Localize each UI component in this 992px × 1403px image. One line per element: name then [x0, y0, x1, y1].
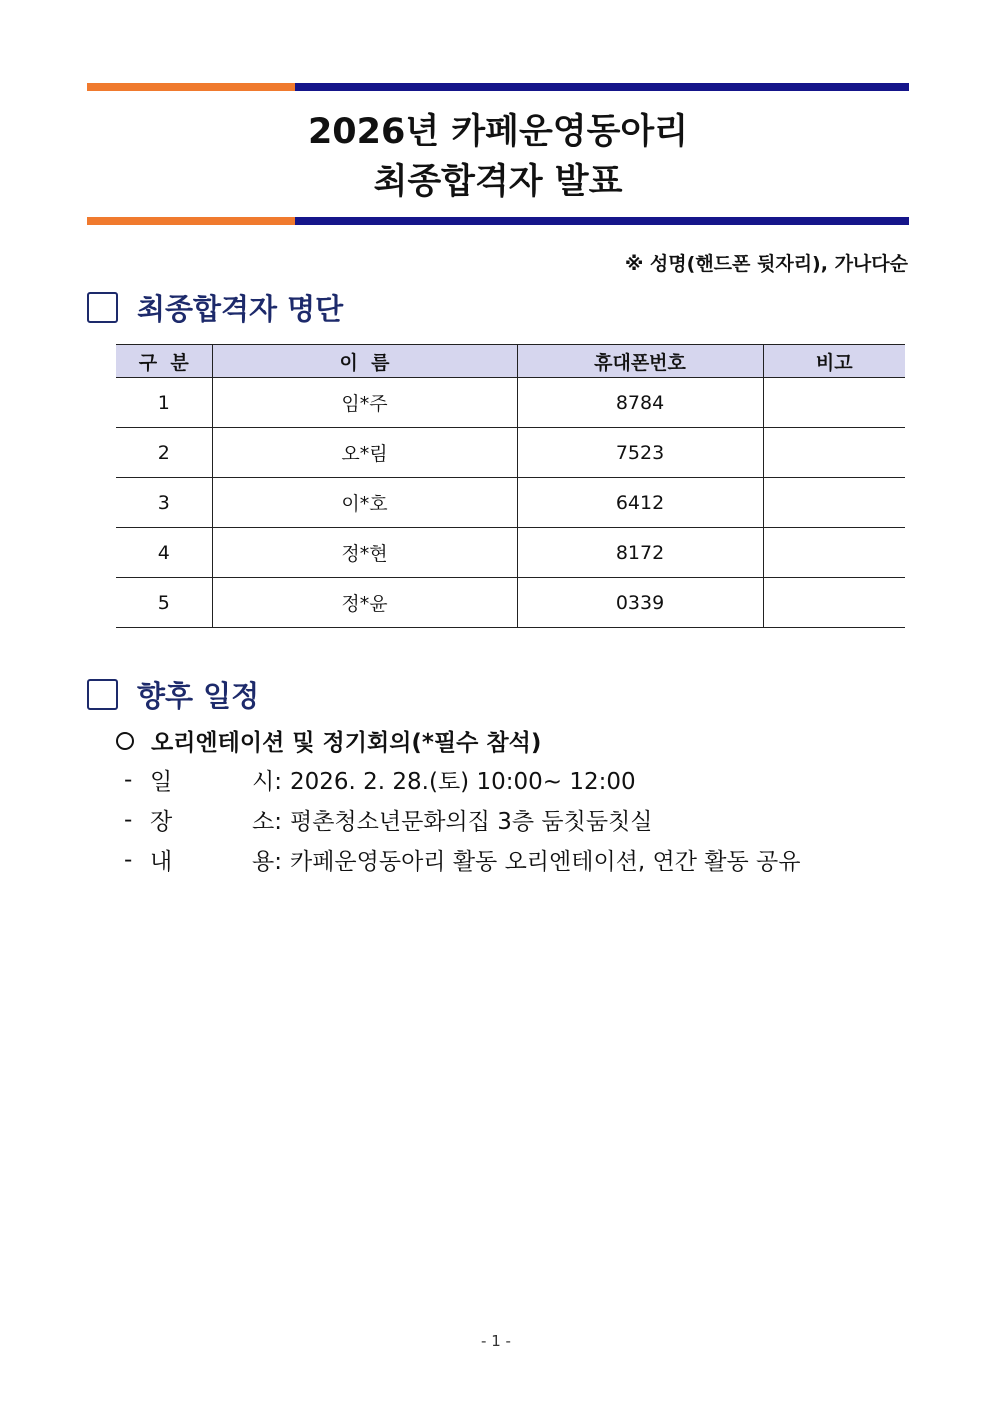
cell-no: 5 — [116, 578, 212, 628]
circle-bullet-icon — [116, 732, 134, 750]
cell-name: 오*림 — [212, 428, 517, 478]
divider-navy-segment — [295, 217, 909, 225]
page-title-line1: 2026년 카페운영동아리 — [307, 112, 689, 152]
detail-label-char: 장 — [150, 809, 173, 835]
detail-label — [150, 763, 282, 796]
cell-phone: 8784 — [517, 378, 763, 428]
column-header-name: 이 름 — [212, 345, 517, 378]
table-row — [116, 378, 905, 428]
cell-no: 1 — [116, 378, 212, 428]
section-roster-heading — [87, 287, 343, 328]
table-row — [116, 578, 905, 628]
checkbox-square-icon — [87, 679, 118, 710]
cell-remark — [763, 428, 905, 478]
schedule-item — [116, 724, 541, 757]
detail-row-content — [124, 843, 800, 876]
section-schedule-heading — [87, 674, 259, 715]
cell-no: 2 — [116, 428, 212, 478]
detail-label-char: 소: — [252, 809, 282, 835]
section-title: 향후 일정 — [137, 679, 260, 713]
detail-value: 카페운영동아리 활동 오리엔테이션, 연간 활동 공유 — [290, 849, 801, 875]
cell-phone: 6412 — [517, 478, 763, 528]
cell-phone: 7523 — [517, 428, 763, 478]
cell-name: 임*주 — [212, 378, 517, 428]
bottom-divider — [87, 217, 909, 225]
checkbox-square-icon — [87, 292, 118, 323]
detail-label-char: 일 — [150, 769, 173, 795]
table-header-row — [116, 345, 905, 378]
cell-remark — [763, 478, 905, 528]
schedule-item-title: 오리엔테이션 및 정기회의(*필수 참석) — [151, 730, 542, 756]
page-title-line2: 최종합격자 발표 — [373, 162, 623, 202]
roster-table — [116, 344, 905, 628]
cell-name: 정*현 — [212, 528, 517, 578]
dash-marker: - — [124, 806, 133, 833]
detail-label — [150, 843, 282, 876]
page-number: - 1 - — [481, 1332, 511, 1350]
column-header-phone: 휴대폰번호 — [517, 345, 763, 378]
cell-no: 3 — [116, 478, 212, 528]
cell-name: 이*호 — [212, 478, 517, 528]
column-header-no: 구 분 — [116, 345, 212, 378]
detail-label-char: 내 — [150, 849, 173, 875]
table-row — [116, 478, 905, 528]
detail-row-location — [124, 803, 653, 836]
detail-value: 평촌청소년문화의집 3층 둠칫둠칫실 — [290, 809, 653, 835]
divider-orange-segment — [87, 83, 295, 91]
detail-label-char: 시: — [252, 769, 282, 795]
detail-row-datetime — [124, 763, 636, 796]
cell-phone: 8172 — [517, 528, 763, 578]
section-title: 최종합격자 명단 — [137, 292, 344, 326]
dash-marker: - — [124, 766, 133, 793]
divider-navy-segment — [295, 83, 909, 91]
detail-label — [150, 803, 282, 836]
cell-no: 4 — [116, 528, 212, 578]
column-header-remark: 비고 — [763, 345, 905, 378]
table-row — [116, 528, 905, 578]
cell-remark — [763, 378, 905, 428]
table-row — [116, 428, 905, 478]
cell-phone: 0339 — [517, 578, 763, 628]
cell-remark — [763, 578, 905, 628]
sort-note: ※ 성명(핸드폰 뒷자리), 가나다순 — [624, 253, 908, 275]
cell-name: 정*윤 — [212, 578, 517, 628]
divider-orange-segment — [87, 217, 295, 225]
cell-remark — [763, 528, 905, 578]
top-divider — [87, 83, 909, 91]
dash-marker: - — [124, 846, 133, 873]
detail-label-char: 용: — [252, 849, 282, 875]
detail-value: 2026. 2. 28.(토) 10:00~ 12:00 — [290, 769, 636, 795]
